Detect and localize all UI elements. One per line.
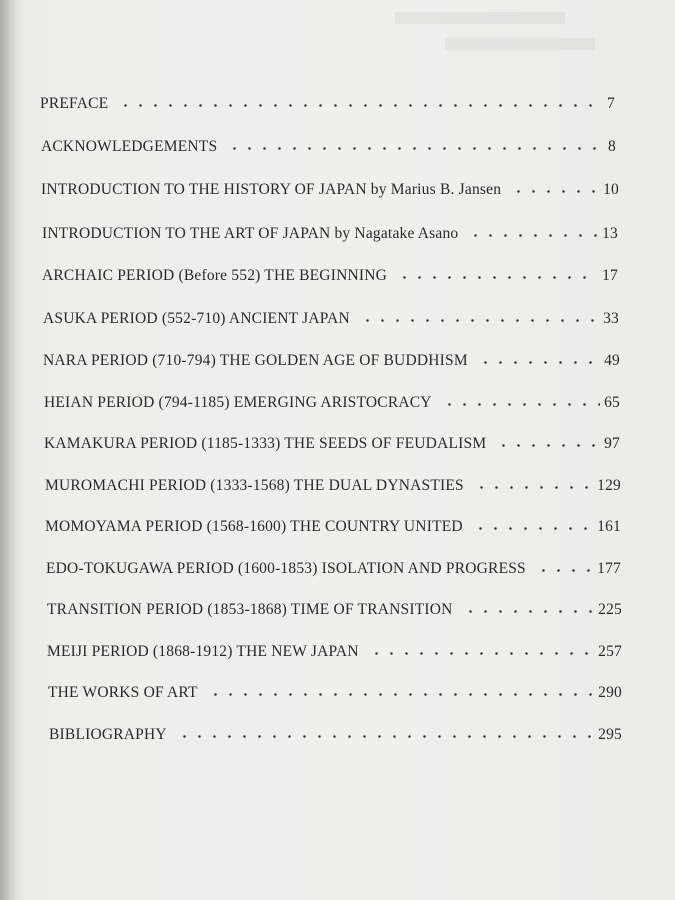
dot-leader: [442, 392, 600, 410]
toc-entry-title: THE WORKS OF ART: [48, 684, 198, 701]
dot-leader: [511, 179, 599, 197]
toc-entry-title: MOMOYAMA PERIOD (1568-1600) THE COUNTRY UNITED: [45, 518, 463, 535]
toc-entry-title: ACKNOWLEDGEMENTS: [41, 138, 218, 155]
dot-leader: [360, 308, 599, 326]
toc-entry-page: 97: [604, 435, 620, 452]
toc-entry-meiji-period: [47, 638, 622, 661]
toc-entry-page: 225: [598, 601, 622, 618]
toc-entry-page: 33: [603, 310, 619, 327]
toc-entry-edo-tokugawa-period: [46, 555, 621, 578]
toc-entry-page: 177: [597, 560, 621, 577]
toc-entry-preface: [40, 90, 615, 113]
dot-leader: [118, 93, 597, 111]
toc-entry-art-introduction: [42, 220, 618, 243]
toc-entry-title: EDO-TOKUGAWA PERIOD (1600-1853) ISOLATION AND PROGRESS: [46, 560, 526, 577]
toc-entry-title: MUROMACHI PERIOD (1333-1568) THE DUAL DYNASTIES: [45, 477, 464, 494]
dot-leader: [208, 682, 594, 700]
dot-leader: [468, 223, 598, 241]
toc-entry-bibliography: [49, 721, 622, 744]
toc-entry-nara-period: [43, 347, 620, 370]
toc-entry-kamakura-period: [44, 430, 620, 453]
toc-entry-asuka-period: [43, 305, 619, 328]
toc-entry-page: 7: [607, 95, 615, 112]
toc-entry-title: ASUKA PERIOD (552-710) ANCIENT JAPAN: [43, 310, 350, 327]
toc-entry-title: PREFACE: [40, 95, 109, 112]
toc-entry-page: 49: [604, 352, 620, 369]
toc-entry-page: 10: [603, 181, 619, 198]
dot-leader: [369, 641, 594, 659]
dot-leader: [496, 433, 600, 451]
dot-leader: [177, 724, 594, 742]
toc-entry-title: INTRODUCTION TO THE ART OF JAPAN by Nagatake Asano: [42, 225, 459, 242]
dot-leader: [473, 516, 593, 534]
toc-entry-page: 8: [608, 138, 616, 155]
toc-entry-page: 161: [597, 518, 621, 535]
toc-entry-acknowledgements: [41, 133, 616, 156]
toc-entry-archaic-period: [42, 262, 618, 285]
toc-entry-transition-period: [47, 596, 622, 619]
dot-leader: [474, 475, 593, 493]
dot-leader: [397, 265, 598, 283]
toc-entry-works-of-art: [48, 679, 622, 702]
toc-entry-title: MEIJI PERIOD (1868-1912) THE NEW JAPAN: [47, 643, 359, 660]
toc-entry-page: 17: [602, 267, 618, 284]
toc-entry-title: HEIAN PERIOD (794-1185) EMERGING ARISTOCRACY: [44, 394, 432, 411]
toc-entry-page: 13: [602, 225, 618, 242]
toc-entry-title: INTRODUCTION TO THE HISTORY OF JAPAN by Marius B. Jansen: [41, 181, 502, 198]
toc-entry-history-introduction: [41, 176, 619, 199]
dot-leader: [463, 599, 595, 617]
toc-entry-title: ARCHAIC PERIOD (Before 552) THE BEGINNING: [42, 267, 387, 284]
toc-entry-page: 290: [598, 684, 622, 701]
toc-entry-muromachi-period: [45, 472, 621, 495]
toc-entry-title: BIBLIOGRAPHY: [49, 726, 167, 743]
dot-leader: [227, 136, 598, 154]
toc-entry-page: 129: [597, 477, 621, 494]
dot-leader: [478, 350, 600, 368]
toc-entry-page: 257: [598, 643, 622, 660]
toc-entry-page: 295: [598, 726, 622, 743]
toc-entry-momoyama-period: [45, 513, 621, 536]
toc-entry-heian-period: [44, 389, 620, 412]
dot-leader: [536, 558, 593, 576]
toc-entry-title: KAMAKURA PERIOD (1185-1333) THE SEEDS OF FEUDALISM: [44, 435, 487, 452]
toc-entry-title: TRANSITION PERIOD (1853-1868) TIME OF TRANSITION: [47, 601, 453, 618]
toc-entry-title: NARA PERIOD (710-794) THE GOLDEN AGE OF BUDDHISM: [43, 352, 468, 369]
toc-entry-page: 65: [604, 394, 620, 411]
